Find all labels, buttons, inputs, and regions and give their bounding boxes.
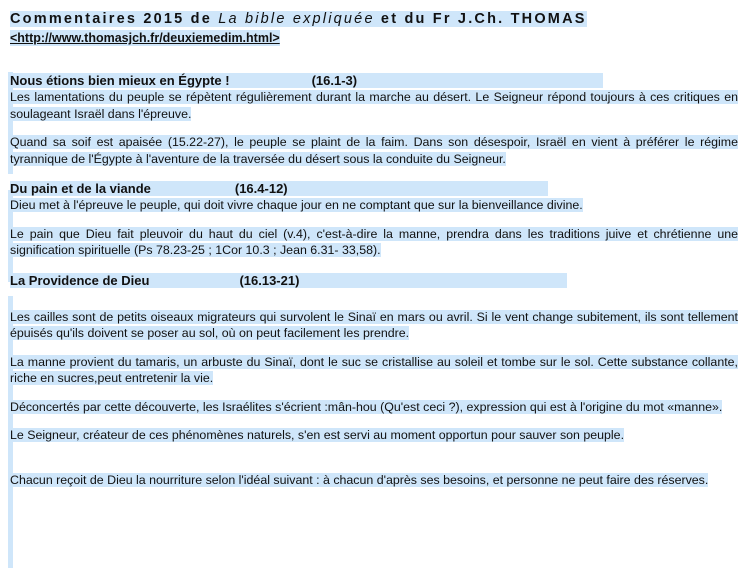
header-text: Commentaires 2015 de xyxy=(10,11,219,27)
paragraph-text: Le pain que Dieu fait pleuvoir du haut du ciel (v.4), c'est-à-dire la manne, prendra dans les traditions juive et chrétienne une signification spirituelle (Ps 78.23-25 ; 1Cor 10.3 ; Jean 6.31- 33,58). xyxy=(10,226,738,257)
paragraph xyxy=(10,472,738,489)
source-link[interactable]: <http://www.thomasjch.fr/deuxiemedim.html> xyxy=(10,31,280,45)
section-reference: (16.1-3) xyxy=(311,73,358,88)
paragraph xyxy=(10,134,738,167)
paragraph-text: Dieu met à l'épreuve le peuple, qui doit vivre chaque jour en ne comptant que sur la bienveillance divine. xyxy=(10,198,583,212)
section-title xyxy=(10,181,742,197)
paragraph-text: Le Seigneur, créateur de ces phénomènes naturels, s'en est servi au moment opportun pour sauver son peuple. xyxy=(10,428,625,442)
header-author: et du Fr J.Ch. THOMAS xyxy=(374,11,587,27)
paragraph-text: Les cailles sont de petits oiseaux migrateurs qui survolent le Sinaï en mars ou avril. Si le vent change subitement, ils sont tellement épuisés qu'ils doivent se poser au sol, où on peut facilement les prendre. xyxy=(10,309,738,340)
document-header xyxy=(10,10,742,29)
paragraph-text: Chacun reçoit de Dieu la nourriture selon l'idéal suivant : à chacun d'après ses besoins, et personne ne peut faire des réserves. xyxy=(10,472,709,487)
paragraph-text: Les lamentations du peuple se répètent régulièrement durant la marche au désert. Le Seigneur répond toujours à ces critiques en soulageant Israël dans l'épreuve. xyxy=(10,90,738,121)
paragraph xyxy=(10,89,738,122)
paragraph xyxy=(10,309,738,342)
section-title-text: Nous étions bien mieux en Égypte ! xyxy=(10,73,230,88)
paragraph xyxy=(10,354,738,387)
section-2 xyxy=(8,181,742,259)
section-title xyxy=(10,273,742,289)
section-title-text: La Providence de Dieu xyxy=(10,272,150,288)
paragraph-text: Quand sa soif est apaisée (15.22-27), le peuple se plaint de la faim. Dans son désespoir, Israël en vient à préférer le régime tyrannique de l'Égypte à l'aventure de la traversée du désert sous la conduite du Seigneur. xyxy=(10,135,738,166)
paragraph xyxy=(10,226,738,259)
header-book-title: La bible expliquée xyxy=(218,11,375,27)
section-title-text: Du pain et de la viande xyxy=(10,181,151,196)
paragraph-text: Déconcertés par cette découverte, les Israélites s'écrient :mân-hou (Qu'est ceci ?), expression qui est à l'origine du mot «manne». xyxy=(10,399,723,414)
paragraph xyxy=(10,427,738,444)
section-reference: (16.4-12) xyxy=(234,181,288,196)
section-title xyxy=(10,73,742,89)
paragraph xyxy=(10,399,738,416)
section-1 xyxy=(8,73,742,167)
paragraph-text: La manne provient du tamaris, un arbuste du Sinaï, dont le suc se cristallise au soleil et tombe sur le sol. Cette substance collante, riche en sucres,peut entretenir la vie. xyxy=(10,354,738,385)
section-3 xyxy=(8,273,742,489)
paragraph xyxy=(10,197,738,214)
section-reference: (16.13-21) xyxy=(239,272,300,288)
